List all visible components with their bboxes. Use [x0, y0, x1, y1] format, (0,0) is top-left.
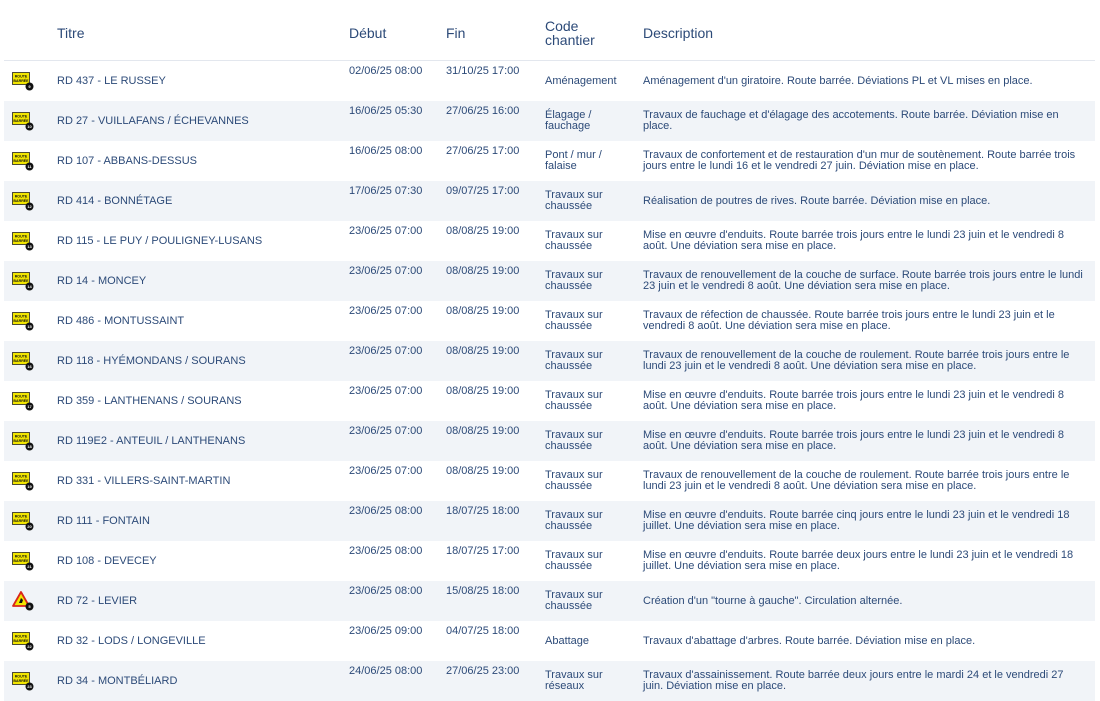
cell-code-chantier: Abattage — [535, 621, 633, 661]
header-debut[interactable]: Début — [339, 6, 436, 61]
table-header — [4, 6, 1095, 61]
sign-line2: BARRÉE — [13, 238, 29, 243]
road-closed-sign-icon — [12, 471, 34, 491]
sign-badge-number: 23 — [27, 684, 32, 689]
sign-badge-number: 5 — [28, 604, 31, 609]
cell-titre[interactable]: RD 331 - VILLERS-SAINT-MARTIN — [44, 461, 339, 501]
sign-line1: ROUTE — [15, 275, 28, 279]
sign-badge-number: 16 — [27, 364, 32, 369]
cell-icon — [4, 461, 44, 501]
cell-titre[interactable]: RD 107 - ABBANS-DESSUS — [44, 141, 339, 181]
cell-fin: 04/07/25 18:00 — [436, 621, 535, 661]
cell-titre[interactable]: RD 119E2 - ANTEUIL / LANTHENANS — [44, 421, 339, 461]
cell-icon — [4, 141, 44, 181]
cell-icon — [4, 101, 44, 141]
cell-fin: 08/08/25 19:00 — [436, 381, 535, 421]
cell-debut: 17/06/25 07:30 — [339, 181, 436, 221]
cell-debut: 23/06/25 08:00 — [339, 541, 436, 581]
cell-description: Travaux de fauchage et d'élagage des accotements. Route barrée. Déviation mise en place. — [633, 101, 1095, 141]
cell-code-chantier: Travaux sur chaussée — [535, 301, 633, 341]
cell-titre[interactable]: RD 14 - MONCEY — [44, 261, 339, 301]
cell-code-chantier: Travaux sur réseaux — [535, 661, 633, 701]
cell-code-chantier: Travaux sur chaussée — [535, 501, 633, 541]
sign-line2: BARRÉE — [13, 158, 29, 163]
cell-fin: 08/08/25 19:00 — [436, 461, 535, 501]
cell-code-chantier: Travaux sur chaussée — [535, 221, 633, 261]
cell-icon — [4, 501, 44, 541]
sign-line1: ROUTE — [15, 195, 28, 199]
cell-debut: 23/06/25 07:00 — [339, 301, 436, 341]
cell-code-chantier: Travaux sur chaussée — [535, 381, 633, 421]
table-row[interactable] — [4, 581, 1095, 621]
cell-icon — [4, 381, 44, 421]
sign-badge-number: 10 — [27, 124, 32, 129]
header-description[interactable]: Description — [633, 6, 1095, 61]
cell-description: Mise en œuvre d'enduits. Route barrée cinq jours entre le lundi 23 juin et le vendredi 18 juillet. Une déviation sera mise en place. — [633, 501, 1095, 541]
table-row[interactable] — [4, 221, 1095, 261]
sign-badge-number: 21 — [27, 564, 32, 569]
sign-line1: ROUTE — [15, 115, 28, 119]
roadworks-table — [4, 6, 1095, 701]
header-icon — [4, 6, 44, 61]
cell-description: Travaux de réfection de chaussée. Route barrée trois jours entre le lundi 23 juin et le vendredi 8 août. Une déviation sera mise en place. — [633, 301, 1095, 341]
cell-debut: 23/06/25 07:00 — [339, 261, 436, 301]
sign-badge-number: 11 — [27, 164, 32, 169]
cell-fin: 08/08/25 19:00 — [436, 301, 535, 341]
cell-description: Travaux d'abattage d'arbres. Route barrée. Déviation mise en place. — [633, 621, 1095, 661]
road-closed-sign-icon — [12, 111, 34, 131]
cell-fin: 27/06/25 17:00 — [436, 141, 535, 181]
road-closed-sign-icon — [12, 231, 34, 251]
table-row[interactable] — [4, 181, 1095, 221]
cell-code-chantier: Travaux sur chaussée — [535, 541, 633, 581]
sign-line1: ROUTE — [15, 435, 28, 439]
cell-titre[interactable]: RD 359 - LANTHENANS / SOURANS — [44, 381, 339, 421]
sign-line1: ROUTE — [15, 555, 28, 559]
header-titre[interactable]: Titre — [44, 6, 339, 61]
cell-titre[interactable]: RD 414 - BONNÉTAGE — [44, 181, 339, 221]
cell-code-chantier: Aménagement — [535, 61, 633, 102]
sign-line1: ROUTE — [15, 75, 28, 79]
cell-code-chantier: Élagage / fauchage — [535, 101, 633, 141]
cell-debut: 23/06/25 07:00 — [339, 221, 436, 261]
cell-fin: 27/06/25 16:00 — [436, 101, 535, 141]
cell-debut: 24/06/25 08:00 — [339, 661, 436, 701]
roadworks-table-container — [4, 6, 1095, 701]
road-closed-sign-icon — [12, 151, 34, 171]
sign-line2: BARRÉE — [13, 638, 29, 643]
sign-line2: BARRÉE — [13, 558, 29, 563]
sign-badge-number: 12 — [27, 204, 32, 209]
sign-badge-number: 20 — [27, 524, 32, 529]
cell-code-chantier: Travaux sur chaussée — [535, 421, 633, 461]
sign-line2: BARRÉE — [13, 358, 29, 363]
sign-line2: BARRÉE — [13, 678, 29, 683]
cell-debut: 23/06/25 08:00 — [339, 501, 436, 541]
cell-icon — [4, 621, 44, 661]
sign-badge-number: 19 — [27, 484, 32, 489]
cell-code-chantier: Travaux sur chaussée — [535, 461, 633, 501]
sign-badge-number: 13 — [27, 244, 32, 249]
cell-code-chantier: Travaux sur chaussée — [535, 581, 633, 621]
sign-line1: ROUTE — [15, 155, 28, 159]
sign-line1: ROUTE — [15, 355, 28, 359]
cell-description: Mise en œuvre d'enduits. Route barrée trois jours entre le lundi 23 juin et le vendredi 8 août. Une déviation sera mise en place. — [633, 221, 1095, 261]
cell-titre[interactable]: RD 111 - FONTAIN — [44, 501, 339, 541]
cell-code-chantier: Travaux sur chaussée — [535, 341, 633, 381]
sign-badge-number: 17 — [27, 404, 32, 409]
road-closed-sign-icon — [12, 191, 34, 211]
cell-icon — [4, 221, 44, 261]
cell-description: Travaux de renouvellement de la couche de surface. Route barrée trois jours entre le lundi 23 juin et le vendredi 8 août. Une déviation sera mise en place. — [633, 261, 1095, 301]
cell-code-chantier: Travaux sur chaussée — [535, 261, 633, 301]
cell-description: Mise en œuvre d'enduits. Route barrée trois jours entre le lundi 23 juin et le vendredi 8 août. Une déviation sera mise en place. — [633, 421, 1095, 461]
roadworks-warning-sign-icon — [12, 591, 34, 611]
sign-line2: BARRÉE — [13, 518, 29, 523]
cell-fin: 15/08/25 18:00 — [436, 581, 535, 621]
cell-icon — [4, 61, 44, 102]
sign-line1: ROUTE — [15, 515, 28, 519]
table-row[interactable] — [4, 501, 1095, 541]
cell-fin: 27/06/25 23:00 — [436, 661, 535, 701]
cell-description: Création d'un "tourne à gauche". Circulation alternée. — [633, 581, 1095, 621]
cell-fin: 09/07/25 17:00 — [436, 181, 535, 221]
cell-debut: 23/06/25 07:00 — [339, 421, 436, 461]
cell-fin: 08/08/25 19:00 — [436, 421, 535, 461]
road-closed-sign-icon — [12, 391, 34, 411]
table-row[interactable] — [4, 621, 1095, 661]
cell-titre[interactable]: RD 118 - HYÉMONDANS / SOURANS — [44, 341, 339, 381]
table-body — [4, 61, 1095, 701]
sign-line2: BARRÉE — [13, 198, 29, 203]
sign-badge-number: 9 — [28, 84, 31, 89]
road-closed-sign-icon — [12, 631, 34, 651]
road-closed-sign-icon — [12, 311, 34, 331]
cell-debut: 16/06/25 08:00 — [339, 141, 436, 181]
road-closed-sign-icon — [12, 271, 34, 291]
sign-line2: BARRÉE — [13, 118, 29, 123]
cell-titre[interactable]: RD 437 - LE RUSSEY — [44, 61, 339, 102]
cell-titre[interactable]: RD 486 - MONTUSSAINT — [44, 301, 339, 341]
cell-debut: 02/06/25 08:00 — [339, 61, 436, 102]
cell-description: Réalisation de poutres de rives. Route barrée. Déviation mise en place. — [633, 181, 1095, 221]
header-row — [4, 6, 1095, 61]
table-row[interactable] — [4, 381, 1095, 421]
table-row[interactable] — [4, 461, 1095, 501]
table-row[interactable] — [4, 61, 1095, 102]
cell-titre[interactable]: RD 115 - LE PUY / POULIGNEY-LUSANS — [44, 221, 339, 261]
sign-line1: ROUTE — [15, 635, 28, 639]
cell-fin: 18/07/25 17:00 — [436, 541, 535, 581]
cell-icon — [4, 661, 44, 701]
sign-badge-number: 14 — [27, 284, 32, 289]
cell-description: Travaux d'assainissement. Route barrée deux jours entre le mardi 24 et le vendredi 27 juin. Déviation mise en place. — [633, 661, 1095, 701]
cell-icon — [4, 181, 44, 221]
cell-description: Travaux de renouvellement de la couche de roulement. Route barrée trois jours entre le lundi 23 juin et le vendredi 8 août. Une déviation sera mise en place. — [633, 461, 1095, 501]
sign-line2: BARRÉE — [13, 278, 29, 283]
cell-fin: 31/10/25 17:00 — [436, 61, 535, 102]
cell-icon — [4, 581, 44, 621]
sign-line2: BARRÉE — [13, 398, 29, 403]
cell-titre[interactable]: RD 34 - MONTBÉLIARD — [44, 661, 339, 701]
sign-badge-number: 15 — [27, 324, 32, 329]
cell-icon — [4, 341, 44, 381]
sign-line2: BARRÉE — [13, 318, 29, 323]
cell-debut: 23/06/25 08:00 — [339, 581, 436, 621]
cell-debut: 16/06/25 05:30 — [339, 101, 436, 141]
table-row[interactable] — [4, 141, 1095, 181]
cell-icon — [4, 301, 44, 341]
road-closed-sign-icon — [12, 431, 34, 451]
cell-fin: 18/07/25 18:00 — [436, 501, 535, 541]
table-row[interactable] — [4, 341, 1095, 381]
header-code-chantier[interactable]: Code chantier — [535, 6, 633, 61]
cell-titre[interactable]: RD 27 - VUILLAFANS / ÉCHEVANNES — [44, 101, 339, 141]
road-closed-sign-icon — [12, 511, 34, 531]
cell-description: Travaux de renouvellement de la couche de roulement. Route barrée trois jours entre le lundi 23 juin et le vendredi 8 août. Une déviation sera mise en place. — [633, 341, 1095, 381]
sign-badge-number: 22 — [27, 644, 32, 649]
cell-code-chantier: Pont / mur / falaise — [535, 141, 633, 181]
sign-line2: BARRÉE — [13, 478, 29, 483]
table-row[interactable] — [4, 261, 1095, 301]
sign-line2: BARRÉE — [13, 78, 29, 83]
cell-fin: 08/08/25 19:00 — [436, 341, 535, 381]
cell-titre[interactable]: RD 72 - LEVIER — [44, 581, 339, 621]
cell-description: Mise en œuvre d'enduits. Route barrée trois jours entre le lundi 23 juin et le vendredi 8 août. Une déviation sera mise en place. — [633, 381, 1095, 421]
header-fin[interactable]: Fin — [436, 6, 535, 61]
cell-titre[interactable]: RD 108 - DEVECEY — [44, 541, 339, 581]
cell-fin: 08/08/25 19:00 — [436, 221, 535, 261]
table-row[interactable] — [4, 421, 1095, 461]
road-closed-sign-icon — [12, 671, 34, 691]
cell-debut: 23/06/25 07:00 — [339, 341, 436, 381]
cell-debut: 23/06/25 07:00 — [339, 381, 436, 421]
cell-fin: 08/08/25 19:00 — [436, 261, 535, 301]
cell-titre[interactable]: RD 32 - LODS / LONGEVILLE — [44, 621, 339, 661]
sign-line1: ROUTE — [15, 475, 28, 479]
sign-line2: BARRÉE — [13, 438, 29, 443]
road-closed-sign-icon — [12, 351, 34, 371]
cell-debut: 23/06/25 07:00 — [339, 461, 436, 501]
sign-badge-number: 18 — [27, 444, 32, 449]
table-row[interactable] — [4, 101, 1095, 141]
table-row[interactable] — [4, 301, 1095, 341]
table-row[interactable] — [4, 661, 1095, 701]
cell-debut: 23/06/25 09:00 — [339, 621, 436, 661]
sign-line1: ROUTE — [15, 315, 28, 319]
road-closed-sign-icon — [12, 71, 34, 91]
cell-description: Mise en œuvre d'enduits. Route barrée deux jours entre le lundi 23 juin et le vendredi 18 juillet. Une déviation sera mise en place. — [633, 541, 1095, 581]
cell-icon — [4, 541, 44, 581]
cell-icon — [4, 261, 44, 301]
sign-line1: ROUTE — [15, 235, 28, 239]
cell-description: Travaux de confortement et de restauration d'un mur de soutènement. Route barrée trois jours entre le lundi 16 et le vendredi 27 juin. Déviation mise en place. — [633, 141, 1095, 181]
cell-icon — [4, 421, 44, 461]
sign-line1: ROUTE — [15, 395, 28, 399]
road-closed-sign-icon — [12, 551, 34, 571]
sign-line1: ROUTE — [15, 675, 28, 679]
cell-description: Aménagement d'un giratoire. Route barrée. Déviations PL et VL mises en place. — [633, 61, 1095, 102]
table-row[interactable] — [4, 541, 1095, 581]
cell-code-chantier: Travaux sur chaussée — [535, 181, 633, 221]
